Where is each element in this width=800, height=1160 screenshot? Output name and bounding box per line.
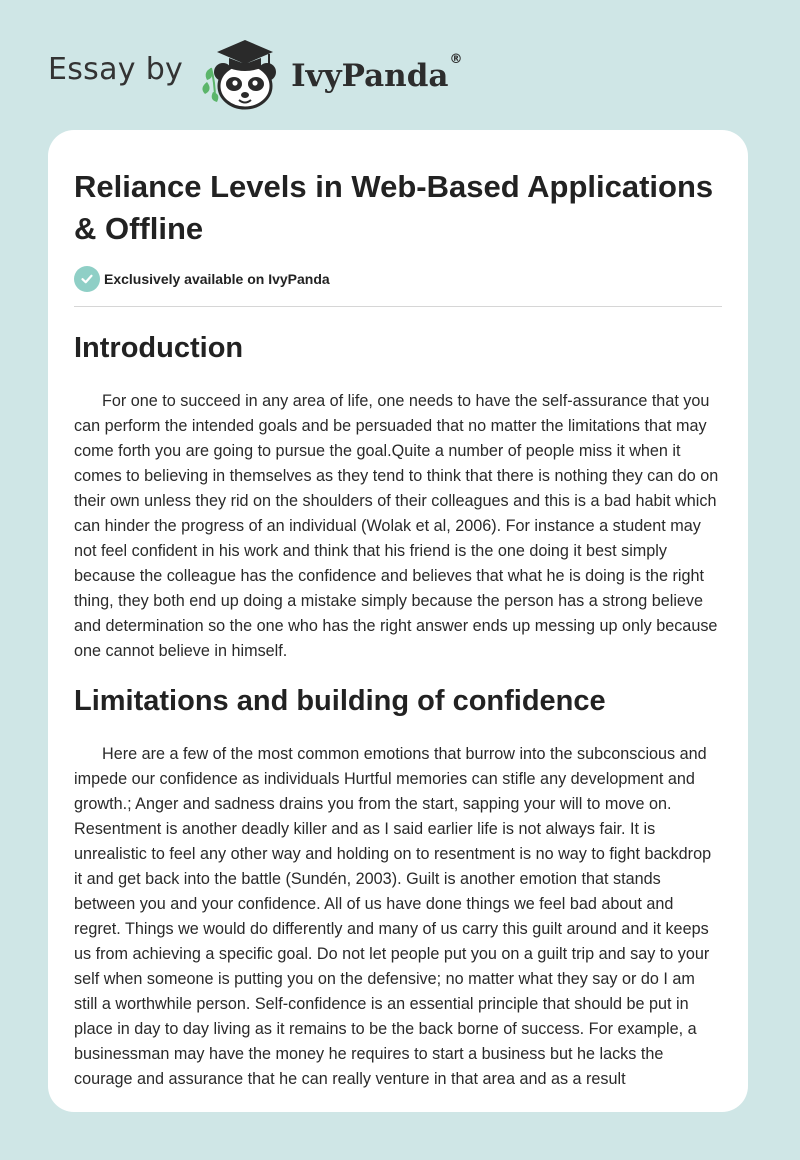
page-title: Reliance Levels in Web-Based Applications & Offline (74, 169, 714, 246)
brand-header (48, 32, 463, 112)
section-paragraph-introduction: For one to succeed in any area of life, one needs to have the self-assurance that you can perform the intended goals and be persuaded that no matter the limitations that may come forth you are going to pursue the goal.Quite a number of people miss it when it comes to believing in themselves as they tend to think that there is nothing they can do on their own unless they rid on the shoulders of their colleagues and this is a bad habit which can hinder the progress of an individual (Wolak et al, 2006). For instance a student may not feel confident in his work and think that his friend is the one doing it best simply because the colleague has the confidence and believes that what he is doing is the right thing, they both end up doing a mistake simply because the person has a strong believe and determination so the one who has the right answer ends up messing up only because one cannot believe in himself. (74, 392, 719, 660)
section-heading-introduction: Introduction (74, 332, 244, 364)
section-paragraph-limitations: Here are a few of the most common emotions that burrow into the subconscious and impede our confidence as individuals Hurtful memories can stifle any development and growth.; Anger and sadness drains you from the start, sapping your will to move on. Resentment is another deadly killer and as I said earlier life is not always fair. It is unrealistic to feel any other way and holding on to resentment is no way to fight backdrop it and get back into the battle (Sundén, 2003). Guilt is another emotion that stands between you and your confidence. All of us have done things we feel bad about and regret. Things we would do differently and many of us carry this guilt around and it keeps us from achieving a specific goal. Do not let people put you on a guilt trip and say to your self when someone is putting you on the defensive; no matter what they say or do I am still a worthwhile person. Self-confidence is an essential principle that should be put in place in day to day living as it remains to be the back borne of success. For example, a businessman may have the money he requires to start a business but he lacks the courage and assurance that he can really venture in that area and as a result (74, 745, 712, 1088)
check-circle-icon (74, 266, 100, 292)
exclusive-badge (74, 266, 722, 307)
section-heading-limitations: Limitations and building of confidence (74, 685, 606, 717)
registered-mark: ® (449, 52, 463, 67)
brand-prefix: Essay by (48, 51, 184, 87)
ivypanda-logo-icon (197, 32, 289, 112)
essay-card (48, 130, 748, 1112)
badge-text: Exclusively available on IvyPanda (104, 271, 330, 287)
brand-name: IvyPanda® (291, 52, 463, 94)
